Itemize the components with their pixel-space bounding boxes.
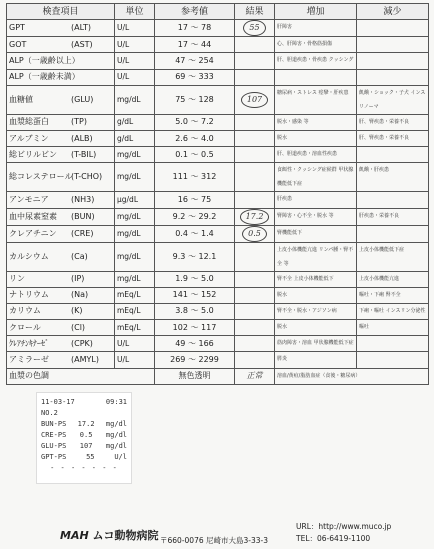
ref-cell: 16 〜 75 [155,192,235,208]
item-code: (T-BIL) [71,149,97,159]
plasma-row [7,368,429,384]
increase-cell: 腎機能低下 [275,225,357,242]
ref-cell: 9.2 〜 29.2 [155,208,235,225]
decrease-cell [357,225,429,242]
unit-cell: mg/dL [115,271,155,287]
table-header-row [7,4,429,20]
increase-cell: 腎不全・脱水・アジソン病 [275,303,357,319]
table-row [7,37,429,53]
increase-cell: 脱水・感染 等 [275,114,357,130]
ref-low: 9.3 [172,251,186,261]
clinic-address: 〒660-0076 尼崎市大島3-33-3 [160,536,268,545]
table-row [7,320,429,336]
result-cell [235,208,275,225]
item-code: (K) [71,306,83,316]
unit-cell: U/L [115,53,155,69]
ref-low: 47 [175,55,186,65]
item-code: (TP) [71,117,87,127]
table-row [7,85,429,114]
unit-cell: mEq/L [115,320,155,336]
ref-low: 0.4 [175,228,188,238]
item-cell [7,352,115,368]
header-item: 検査項目 [7,4,115,20]
ref-cell: 9.3 〜 12.1 [155,242,235,271]
decrease-cell: 肝、腎疾患・栄養不良 [357,130,429,146]
receipt-value: 17.2 [77,420,95,428]
result-value: 17.2 [240,209,270,225]
ref-cell: 141 〜 152 [155,287,235,303]
ref-high: 333 [198,72,214,82]
unit-cell: mg/dL [115,85,155,114]
increase-cell: 脱水 [275,320,357,336]
item-name: アンモニア [9,194,49,204]
footer [0,515,434,549]
item-code: (CPK) [71,338,93,348]
ref-cell: 0.4 〜 1.4 [155,225,235,242]
plasma-label: 血漿の色調 [7,368,155,384]
receipt-label: GLU-PS [41,442,67,450]
item-name: 血漿総蛋白 [9,117,49,127]
analyzer-receipt [36,392,132,484]
ref-high: 29.2 [198,211,217,221]
decrease-cell [357,53,429,69]
ref-low: 0.1 [175,149,188,159]
decrease-cell: 下痢・嘔吐 インスリン分泌性 [357,303,429,319]
ref-low: 5.0 [175,117,188,127]
ref-cell: 49 〜 166 [155,336,235,352]
table-row [7,271,429,287]
unit-cell: mEq/L [115,303,155,319]
increase-cell: 筋肉障害・溶血 甲状腺機能低下症 [275,336,357,352]
ref-high: 4.0 [201,133,214,143]
ref-cell: 111 〜 312 [155,163,235,192]
clinic-logo [60,527,159,543]
ref-cell: 17 〜 78 [155,20,235,37]
item-code: (ALB) [71,133,93,143]
unit-cell: mg/dL [115,208,155,225]
item-name: ALP（一歳齢以上） [9,55,80,65]
unit-cell: mg/dL [115,147,155,163]
receipt-line [41,452,127,463]
decrease-cell [357,37,429,53]
decrease-cell [357,147,429,163]
result-value: 0.5 [242,226,267,242]
result-cell [235,287,275,303]
header-decrease: 減少 [357,4,429,20]
decrease-cell: 飢餓・肝疾患 [357,163,429,192]
ref-high: 75 [201,194,212,204]
unit-cell: mg/dL [115,242,155,271]
ref-high: 44 [201,39,212,49]
result-cell [235,336,275,352]
ref-high: 152 [201,290,217,300]
unit-cell: g/dL [115,130,155,146]
item-name: リン [9,274,25,284]
decrease-cell: 上皮小体機能亢進 [357,271,429,287]
ref-cell: 2.6 〜 4.0 [155,130,235,146]
ref-high: 78 [201,23,212,33]
decrease-cell [357,20,429,37]
receipt-value: 107 [79,442,93,450]
decrease-cell: 上皮小体機能低下症 [357,242,429,271]
increase-cell: 食餌性・クッシング症候群 甲状腺機能低下症 [275,163,357,192]
receipt-unit: mg/dl [105,442,127,450]
ref-high: 166 [198,338,214,348]
table-row [7,53,429,69]
decrease-cell [357,192,429,208]
result-cell [235,69,275,85]
receipt-unit: U/l [114,453,127,461]
ref-high: 2299 [198,355,219,365]
ref-low: 141 [172,290,188,300]
ref-cell: 0.1 〜 0.5 [155,147,235,163]
increase-cell: 肝、胆道疾患・溶血性疾患 [275,147,357,163]
item-name: 血中尿素窒素 [9,211,57,221]
item-name: クレアチニン [9,228,57,238]
item-code: (CRE) [71,228,94,238]
header-unit: 単位 [115,4,155,20]
unit-cell: μg/dL [115,192,155,208]
item-code: (T-CHO) [71,172,103,182]
item-code: (AST) [71,39,93,49]
result-cell [235,163,275,192]
item-cell [7,20,115,37]
receipt-no: NO.2 [41,409,58,417]
ref-low: 2.6 [175,133,188,143]
item-code: (NH3) [71,194,95,204]
ref-cell: 3.8 〜 5.0 [155,303,235,319]
item-cell [7,208,115,225]
item-name: ALP（一歳齢未満） [9,72,80,82]
table-row [7,114,429,130]
increase-cell: 膵炎 [275,352,357,368]
increase-cell: 腎不全 上皮小体機能低下 [275,271,357,287]
receipt-label: CRE-PS [41,431,67,439]
item-cell [7,225,115,242]
header-increase: 増加 [275,4,357,20]
table-row [7,225,429,242]
decrease-cell: 飢餓・ショック・子犬 インスリノーマ [357,85,429,114]
ref-high: 254 [198,55,214,65]
item-code: (BUN) [71,211,95,221]
result-cell [235,192,275,208]
result-cell [235,225,275,242]
result-cell [235,242,275,271]
decrease-cell [357,69,429,85]
ref-high: 7.2 [201,117,214,127]
ref-cell: 69 〜 333 [155,69,235,85]
item-name: カルシウム [9,251,49,261]
increase-cell: 肝疾患 [275,192,357,208]
table-row [7,69,429,85]
ref-high: 12.1 [198,251,217,261]
ref-high: 5.0 [201,306,214,316]
ref-low: 16 [177,194,188,204]
table-row [7,287,429,303]
increase-cell: 腎障害・心不全・脱水 等 [275,208,357,225]
ref-high: 5.0 [201,274,214,284]
ref-cell: 102 〜 117 [155,320,235,336]
result-cell [235,303,275,319]
clinic-url: URL：http://www.muco.jp [296,522,392,531]
ref-low: 17 [177,39,188,49]
item-name: カリウム [9,306,41,316]
item-cell [7,336,115,352]
result-cell [235,147,275,163]
unit-cell: mg/dL [115,225,155,242]
item-code: (AMYL) [71,355,99,365]
item-code: (Ca) [71,251,88,261]
ref-cell: 5.0 〜 7.2 [155,114,235,130]
lab-results-table [6,3,429,385]
decrease-cell: 肝疾患・栄養不良 [357,208,429,225]
increase-cell: 肝、胆道疾患・骨疾患 クッシング [275,53,357,69]
clinic-name: ムコ動物病院 [92,529,159,542]
ref-low: 75 [175,94,186,104]
ref-high: 117 [201,322,217,332]
receipt-dashes: - - - - - - - [50,464,118,472]
item-cell [7,69,115,85]
item-name: 総ビリルビン [9,149,57,159]
item-name: 総コレステロール [9,172,73,182]
item-cell [7,271,115,287]
ref-low: 269 [170,355,186,365]
receipt-value: 0.5 [79,431,93,439]
item-cell [7,147,115,163]
item-name: アミラーゼ [9,355,49,365]
result-cell [235,130,275,146]
receipt-label: BUN-PS [41,420,67,428]
result-cell [235,352,275,368]
item-cell [7,130,115,146]
increase-cell: 心、肝障害・骨格筋損傷 [275,37,357,53]
unit-cell: U/L [115,37,155,53]
item-code: (IP) [71,274,85,284]
table-row [7,147,429,163]
result-cell [235,53,275,69]
table-row [7,303,429,319]
ref-low: 49 [175,338,186,348]
unit-cell: U/L [115,20,155,37]
item-cell [7,303,115,319]
receipt-date: 11-03-17 [41,398,75,406]
decrease-cell [357,336,429,352]
receipt-line [41,441,127,452]
increase-cell: 脱水 [275,287,357,303]
ref-low: 17 [177,23,188,33]
increase-cell: 上皮小体機能亢進 リンパ腫・腎不全 等 [275,242,357,271]
result-value: 107 [241,92,268,108]
ref-cell: 75 〜 128 [155,85,235,114]
increase-cell: 糖尿病・ストレス 痙攣・肝疾患 [275,85,357,114]
item-name: クロール [9,322,41,332]
unit-cell: U/L [115,336,155,352]
item-code: (Cl) [71,322,86,332]
receipt-label: GPT-PS [41,453,67,461]
table-row [7,352,429,368]
item-name: アルブミン [9,133,49,143]
item-name: ナトリウム [9,290,49,300]
ref-low: 69 [175,72,186,82]
table-row [7,192,429,208]
result-cell [235,85,275,114]
plasma-result: 正常 [235,368,275,384]
table-row [7,208,429,225]
unit-cell: U/L [115,69,155,85]
receipt-unit: mg/dl [105,431,127,439]
table-row [7,242,429,271]
result-cell [235,114,275,130]
table-row [7,163,429,192]
ref-high: 312 [201,172,217,182]
ref-low: 102 [172,322,188,332]
result-cell [235,271,275,287]
item-name: 血糖値 [9,94,33,104]
header-result: 結果 [235,4,275,20]
item-cell [7,320,115,336]
ref-cell: 1.9 〜 5.0 [155,271,235,287]
item-cell [7,37,115,53]
result-cell [235,37,275,53]
increase-cell [275,69,357,85]
decrease-cell: 嘔吐 [357,320,429,336]
ref-cell: 269 〜 2299 [155,352,235,368]
decrease-cell [357,352,429,368]
item-name: ｸﾚｱﾁﾝｷﾅｰｾﾞ [9,338,49,348]
receipt-unit: mg/dl [105,420,127,428]
table-row [7,20,429,37]
item-cell [7,192,115,208]
header-ref: 参考値 [155,4,235,20]
receipt-value: 55 [86,453,95,461]
result-cell [235,20,275,37]
increase-cell: 脱水 [275,130,357,146]
ref-low: 1.9 [175,274,188,284]
ref-cell: 47 〜 254 [155,53,235,69]
item-name: GOT [9,39,27,49]
item-cell [7,163,115,192]
item-code: (Na) [71,290,89,300]
ref-high: 0.5 [201,149,214,159]
plasma-value: 無色透明 [155,368,235,384]
item-code: (GLU) [71,94,94,104]
ref-low: 111 [172,172,188,182]
table-row [7,336,429,352]
receipt-line [41,419,127,430]
increase-cell: 肝障害 [275,20,357,37]
receipt-time: 09:31 [105,398,127,406]
ref-high: 128 [198,94,214,104]
unit-cell: U/L [115,352,155,368]
decrease-cell: 肝、腎疾患・栄養不良 [357,114,429,130]
ref-cell: 17 〜 44 [155,37,235,53]
ref-low: 3.8 [175,306,188,316]
ref-high: 1.4 [201,228,214,238]
result-value: 55 [243,20,265,36]
decrease-cell: 嘔吐・下痢 腎不全 [357,287,429,303]
plasma-increase: 溶血/黄疸/脂肪血症（食後・糖尿病） [275,368,429,384]
item-cell [7,85,115,114]
result-cell [235,320,275,336]
item-cell [7,53,115,69]
item-cell [7,287,115,303]
ref-low: 9.2 [172,211,186,221]
clinic-tel: TEL：06-6419-1100 [296,534,371,543]
brand-mark: MAH [60,529,89,542]
unit-cell: g/dL [115,114,155,130]
item-code: (ALT) [71,23,91,33]
unit-cell: mg/dL [115,163,155,192]
receipt-line [41,430,127,441]
unit-cell: mEq/L [115,287,155,303]
item-name: GPT [9,23,25,33]
item-cell [7,242,115,271]
table-row [7,130,429,146]
item-cell [7,114,115,130]
